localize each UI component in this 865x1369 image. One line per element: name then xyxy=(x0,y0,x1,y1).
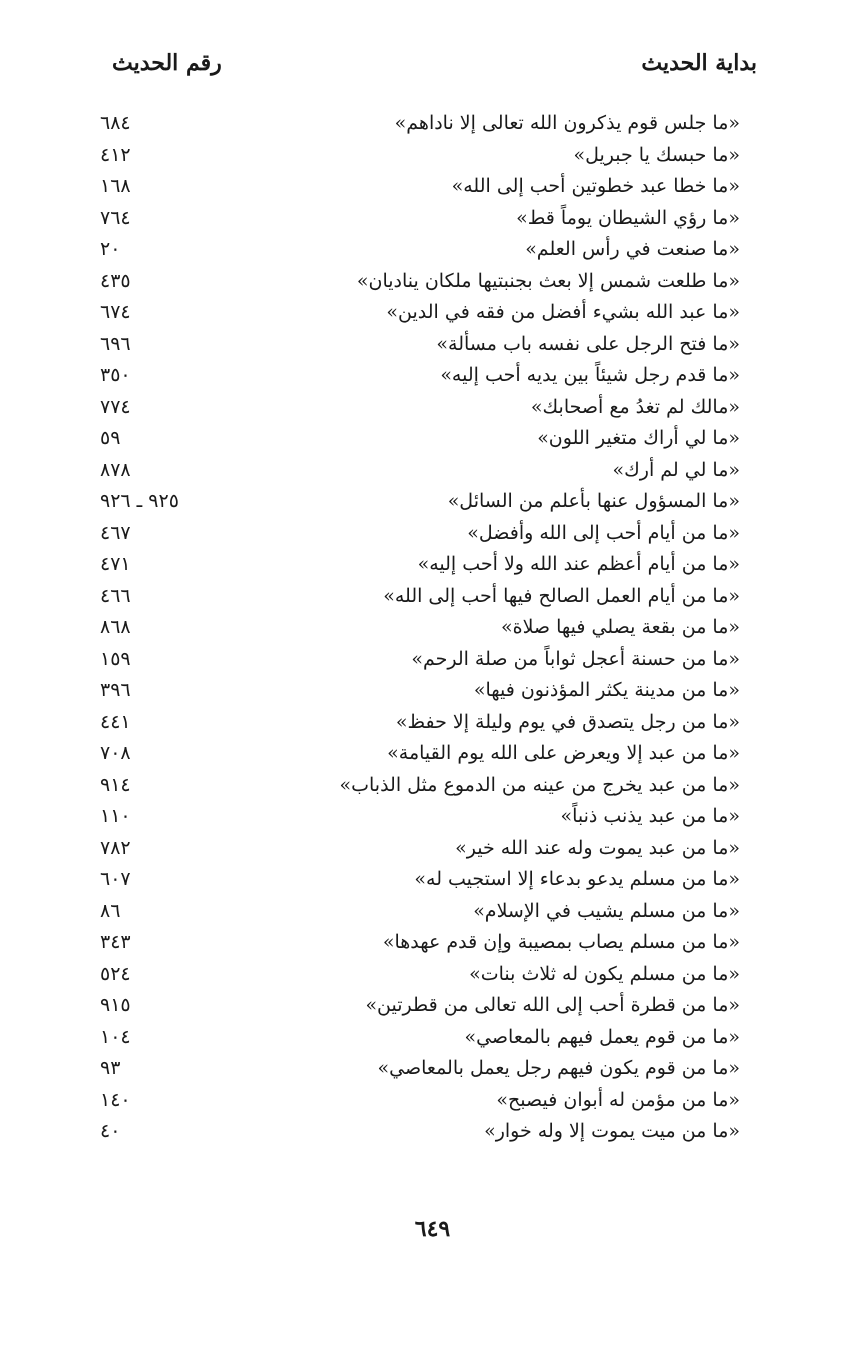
hadith-number: ١١٠ xyxy=(100,805,131,827)
hadith-start-text: «ما عبد الله بشيء أفضل من فقه في الدين» xyxy=(386,301,740,323)
list-item xyxy=(100,486,740,518)
list-item xyxy=(100,675,740,707)
hadith-number: ٦٧٤ xyxy=(100,301,131,323)
hadith-number: ٥٢٤ xyxy=(100,962,131,985)
hadith-start-text: «ما من أيام العمل الصالح فيها أحب إلى الله» xyxy=(383,584,740,607)
list-item xyxy=(100,360,740,392)
hadith-start-text: «ما من مدينة يكثر المؤذنون فيها» xyxy=(473,679,740,701)
hadith-number: ٦٩٦ xyxy=(100,332,131,355)
hadith-number: ٨٦ xyxy=(100,899,121,922)
list-item xyxy=(100,833,740,865)
hadith-start-text: «ما حبسك يا جبريل» xyxy=(573,143,740,166)
hadith-number: ٦٠٧ xyxy=(100,868,131,890)
hadith-start-text: «ما طلعت شمس إلا بعث بجنبتيها ملكان يناديان» xyxy=(356,269,740,292)
hadith-number: ٨٦٨ xyxy=(100,616,131,638)
hadith-start-text: «ما خطا عبد خطوتين أحب إلى الله» xyxy=(451,175,740,197)
hadith-number: ٤٦٧ xyxy=(100,521,131,544)
hadith-start-text: «ما صنعت في رأس العلم» xyxy=(525,238,740,260)
hadith-start-text: «ما من ميت يموت إلا وله خوار» xyxy=(484,1120,740,1142)
list-item xyxy=(100,329,740,361)
hadith-start-text: «ما رؤي الشيطان يوماً قط» xyxy=(516,206,740,229)
hadith-start-text: «ما فتح الرجل على نفسه باب مسألة» xyxy=(436,332,740,355)
hadith-number: ٧٧٤ xyxy=(100,395,131,418)
hadith-start-text: «ما من عبد إلا ويعرض على الله يوم القيامة» xyxy=(387,742,740,764)
list-item xyxy=(100,297,740,329)
hadith-number: ٤٠ xyxy=(100,1120,121,1142)
list-item xyxy=(100,203,740,235)
hadith-start-text: «ما من قوم يكون فيهم رجل يعمل بالمعاصي» xyxy=(377,1057,740,1079)
hadith-start-text: «ما من عبد يذنب ذنباً» xyxy=(560,805,740,827)
hadith-number: ١٥٩ xyxy=(100,647,131,670)
hadith-start-text: «ما من قطرة أحب إلى الله تعالى من قطرتين» xyxy=(365,994,740,1016)
hadith-number: ٤٧١ xyxy=(100,553,131,575)
list-item xyxy=(100,171,740,203)
hadith-start-text: «ما من عبد يموت وله عند الله خير» xyxy=(455,836,740,859)
hadith-start-text: «ما من مسلم يصاب بمصيبة وإن قدم عهدها» xyxy=(382,931,740,953)
list-item xyxy=(100,644,740,676)
hadith-start-text: «ما من قوم يعمل فيهم بالمعاصي» xyxy=(464,1025,740,1048)
hadith-start-text: «ما من عبد يخرج من عينه من الدموع مثل الذباب» xyxy=(339,773,740,796)
column-header-hadith-start: بداية الحديث xyxy=(641,50,757,76)
hadith-start-text: «ما من بقعة يصلي فيها صلاة» xyxy=(501,616,740,638)
hadith-number: ٤٦٦ xyxy=(100,584,131,607)
hadith-start-text: «مالك لم تغدُ مع أصحابك» xyxy=(530,395,740,418)
hadith-start-text: «ما من مسلم يدعو بدعاء إلا استجيب له» xyxy=(414,868,740,890)
list-item xyxy=(100,927,740,959)
hadith-start-text: «ما لي لم أرك» xyxy=(612,458,740,481)
hadith-index-list xyxy=(100,108,740,1148)
hadith-number: ٣٩٦ xyxy=(100,679,131,701)
hadith-start-text: «ما من رجل يتصدق في يوم وليلة إلا حفظ» xyxy=(395,710,740,733)
hadith-number: ٢٠ xyxy=(100,238,121,260)
hadith-number: ٩٣ xyxy=(100,1057,121,1079)
hadith-number: ١٤٠ xyxy=(100,1088,131,1111)
page-number: ٦٤٩ xyxy=(414,1216,451,1242)
list-item xyxy=(100,896,740,928)
hadith-start-text: «ما من مسلم يكون له ثلاث بنات» xyxy=(469,962,740,985)
list-item xyxy=(100,959,740,991)
hadith-start-text: «ما من أيام أعظم عند الله ولا أحب إليه» xyxy=(417,553,740,575)
hadith-number: ٤٤١ xyxy=(100,710,131,733)
hadith-number: ١٦٨ xyxy=(100,175,131,197)
hadith-number: ٩٢٥ ـ ٩٢٦ xyxy=(100,490,179,512)
list-item xyxy=(100,549,740,581)
list-item xyxy=(100,738,740,770)
hadith-number: ٧٨٢ xyxy=(100,836,131,859)
list-item xyxy=(100,108,740,140)
list-item xyxy=(100,266,740,298)
hadith-start-text: «ما لي أراك متغير اللون» xyxy=(537,427,740,449)
hadith-start-text: «ما من حسنة أعجل ثواباً من صلة الرحم» xyxy=(411,647,740,670)
list-item xyxy=(100,1116,740,1148)
hadith-start-text: «ما من مسلم يشيب في الإسلام» xyxy=(473,899,740,922)
list-item xyxy=(100,707,740,739)
hadith-number: ٤١٢ xyxy=(100,143,131,166)
list-item xyxy=(100,392,740,424)
hadith-number: ١٠٤ xyxy=(100,1025,131,1048)
hadith-start-text: «ما جلس قوم يذكرون الله تعالى إلا ناداهم» xyxy=(394,112,740,134)
hadith-start-text: «ما المسؤول عنها بأعلم من السائل» xyxy=(447,490,740,512)
list-item xyxy=(100,518,740,550)
list-item xyxy=(100,770,740,802)
list-item xyxy=(100,455,740,487)
list-item xyxy=(100,801,740,833)
hadith-number: ٩١٤ xyxy=(100,773,131,796)
list-item xyxy=(100,864,740,896)
hadith-number: ٧٦٤ xyxy=(100,206,131,229)
list-item xyxy=(100,423,740,455)
list-item xyxy=(100,612,740,644)
list-item xyxy=(100,990,740,1022)
hadith-number: ٩١٥ xyxy=(100,994,131,1016)
list-item xyxy=(100,234,740,266)
column-header-hadith-number: رقم الحديث xyxy=(112,50,222,76)
list-item xyxy=(100,1053,740,1085)
hadith-start-text: «ما من مؤمن له أبوان فيصبح» xyxy=(496,1088,740,1111)
hadith-number: ٤٣٥ xyxy=(100,269,131,292)
hadith-start-text: «ما من أيام أحب إلى الله وأفضل» xyxy=(467,521,740,544)
list-item xyxy=(100,1085,740,1117)
list-item xyxy=(100,140,740,172)
list-item xyxy=(100,1022,740,1054)
list-item xyxy=(100,581,740,613)
hadith-number: ٣٥٠ xyxy=(100,364,131,386)
hadith-number: ٧٠٨ xyxy=(100,742,131,764)
hadith-number: ٣٤٣ xyxy=(100,931,131,953)
hadith-number: ٥٩ xyxy=(100,427,121,449)
hadith-start-text: «ما قدم رجل شيئاً بين يديه أحب إليه» xyxy=(440,364,740,386)
hadith-number: ٨٧٨ xyxy=(100,458,131,481)
hadith-number: ٦٨٤ xyxy=(100,112,131,134)
